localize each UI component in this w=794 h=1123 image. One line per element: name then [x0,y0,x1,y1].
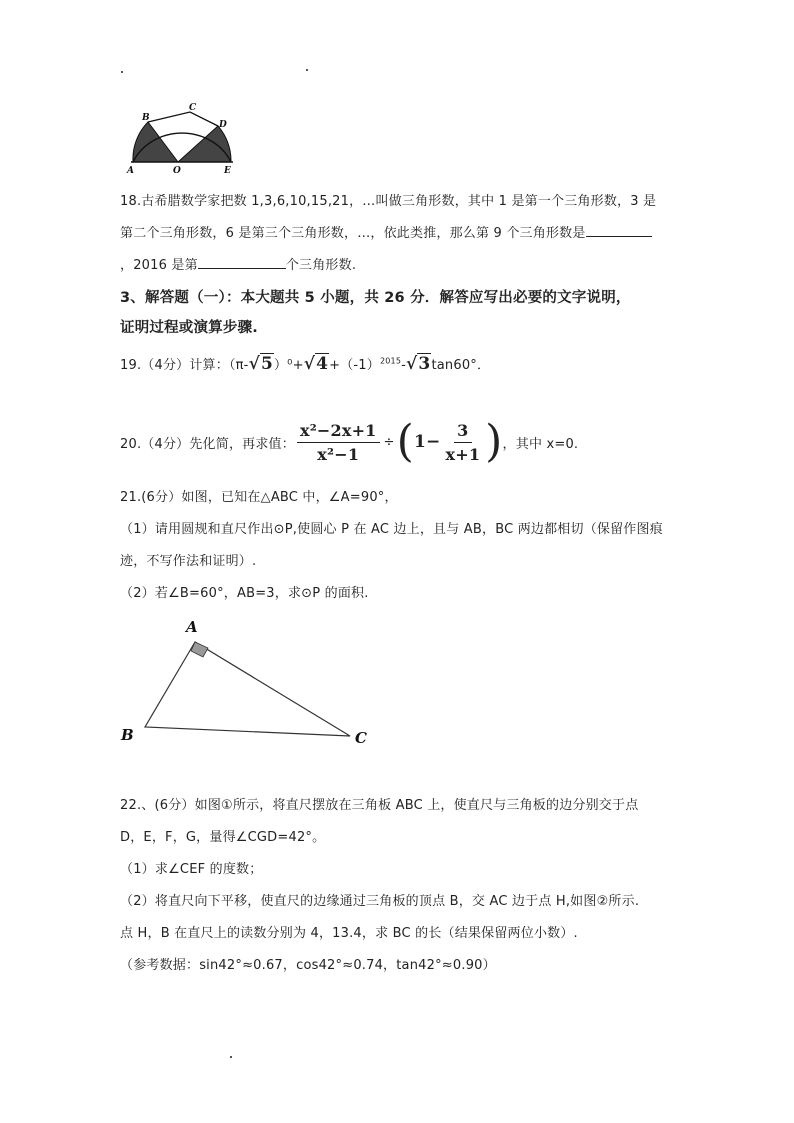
fig1-label-c: C [189,103,197,113]
q19-minus: - [401,358,407,373]
q21-line4: （2）若∠B=60°，AB=3，求⊙P 的面积. [120,586,369,601]
fig1-label-d: D [219,120,227,130]
q20-paren-open: ( [396,416,414,467]
q19-suffix: tan60°． [431,358,491,373]
fig2-label-b: B [121,726,134,744]
q18-answer-blank-1[interactable] [586,224,652,237]
semicircle-figure [118,100,243,178]
fig2-label-c: C [355,729,367,747]
q18-line3-prefix: ，2016 是第 [120,258,198,273]
q22-line5: 点 H，B 在直尺上的读数分别为 4，13.4，求 BC 的长（结果保留两位小数）. [120,926,578,941]
q20-fraction-2: $\frac{3}{x+1}$ [445,420,481,464]
q20-paren-close: ) [485,416,503,467]
q18-line1: 18.古希腊数学家把数 1,3,6,10,15,21，…叫做三角形数，其中 1 是第一个三角形数，3 是 [120,194,657,209]
fig2-label-a: A [186,618,198,636]
q21-line3: 迹，不写作法和证明）. [120,554,257,569]
triangle-abc-figure [115,612,375,752]
section3-heading-line2: 证明过程或演算步骤. [120,320,259,336]
stray-dot [121,71,123,73]
q18-line2-text: 第二个三角形数，6 是第三个三角形数，…，依此类推，那么第 9 个三角形数是 [120,226,586,241]
q20-suffix: ，其中 x=0. [502,436,579,452]
section3-heading-line1: 3、解答题（一）：本大题共 5 小题，共 26 分．解答应写出必要的文字说明， [120,290,631,306]
q18-answer-blank-2[interactable] [198,256,286,269]
q20-fraction-1: $\frac{\text{x²−2x+1}}{\text{x²−1}}$ [297,421,380,464]
fig1-label-a: A [127,166,134,176]
q19-sqrt-5: √5 [248,354,273,374]
fig1-label-o: O [173,166,181,176]
q20-prefix: 20.（4分）先化简，再求值： [120,436,295,452]
q19-sqrt-3: √3 [406,354,431,374]
q21-line2: （1）请用圆规和直尺作出⊙P,使圆心 P 在 AC 边上，且与 AB，BC 两边都相切（保留作图痕 [120,522,663,537]
q19-line [120,354,490,374]
q18-line3 [120,254,356,273]
q19-sqrt-4: √4 [303,354,329,374]
stray-dot [306,69,308,71]
q19-exp0: ）⁰+ [273,358,304,373]
q22-line4: （2）将直尺向下平移，使直尺的边缘通过三角板的顶点 B，交 AC 边于点 H,如图②所示. [120,894,640,909]
q22-line3: （1）求∠CEF 的度数； [120,862,263,877]
q22-line1: 22.、(6分）如图①所示，将直尺摆放在三角板 ABC 上，使直尺与三角板的边分别交于点 [120,798,639,813]
q20-one-minus: 1− [414,432,441,452]
q19-prefix: 19.（4分）计算：（π- [120,358,249,373]
stray-dot [230,1056,232,1058]
q19-exponent: 2015 [379,356,402,366]
q20-divide: ÷ [383,434,395,450]
fig1-label-e: E [224,166,231,176]
q21-line1: 21.(6分）如图，已知在△ABC 中，∠A=90°， [120,490,398,505]
q20-line [120,416,579,467]
fig1-label-b: B [142,113,150,123]
q18-line3-suffix: 个三角形数. [285,258,357,273]
q18-line2 [120,222,652,241]
q19-mid: +（-1） [329,358,380,373]
q22-line2: D，E，F，G，量得∠CGD=42°。 [120,830,326,845]
q22-line6: （参考数据：sin42°≈0.67，cos42°≈0.74，tan42°≈0.90） [120,958,496,973]
